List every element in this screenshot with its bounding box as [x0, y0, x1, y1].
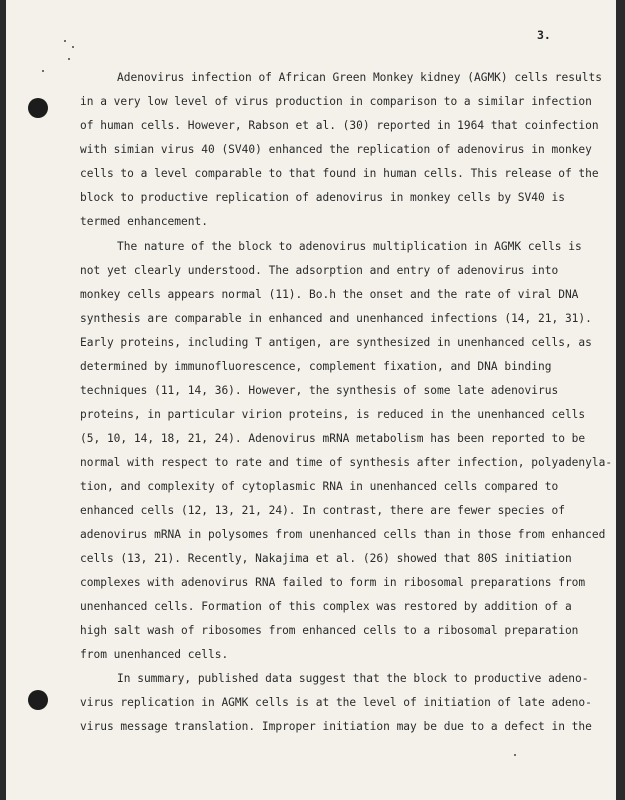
text-line: (5, 10, 14, 18, 21, 24). Adenovirus mRNA metabolism has been reported to be	[80, 432, 586, 445]
text-line: with simian virus 40 (SV40) enhanced the replication of adenovirus in monkey	[80, 143, 592, 156]
text-line: monkey cells appears normal (11). Bo.h the onset and the rate of viral DNA	[80, 288, 579, 301]
text-line: virus replication in AGMK cells is at the level of initiation of late adeno-	[80, 696, 592, 709]
punch-hole-bottom	[28, 690, 48, 710]
speck	[514, 754, 516, 756]
document-page	[6, 0, 616, 800]
speck	[64, 40, 66, 42]
text-line: high salt wash of ribosomes from enhanced cells to a ribosomal preparation	[80, 624, 579, 637]
text-line: not yet clearly understood. The adsorption and entry of adenovirus into	[80, 264, 559, 277]
text-line: block to productive replication of adenovirus in monkey cells by SV40 is	[80, 191, 565, 204]
text-line: normal with respect to rate and time of synthesis after infection, polyadenyla-	[80, 456, 613, 469]
text-line: In summary, published data suggest that the block to productive adeno-	[117, 672, 589, 685]
text-line: techniques (11, 14, 36). However, the synthesis of some late adenovirus	[80, 384, 559, 397]
text-line: cells to a level comparable to that found in human cells. This release of the	[80, 167, 599, 180]
text-line: complexes with adenovirus RNA failed to form in ribosomal preparations from	[80, 576, 586, 589]
text-line: determined by immunofluorescence, complement fixation, and DNA binding	[80, 360, 552, 373]
speck	[68, 58, 70, 60]
text-line: from unenhanced cells.	[80, 648, 229, 661]
text-line: adenovirus mRNA in polysomes from unenhanced cells than in those from enhanced	[80, 528, 606, 541]
text-line: termed enhancement.	[80, 215, 208, 228]
punch-hole-top	[28, 98, 48, 118]
text-line: of human cells. However, Rabson et al. (30) reported in 1964 that coinfection	[80, 119, 599, 132]
speck	[72, 46, 74, 48]
text-line: cells (13, 21). Recently, Nakajima et al. (26) showed that 80S initiation	[80, 552, 572, 565]
text-line: Adenovirus infection of African Green Monkey kidney (AGMK) cells results	[117, 71, 602, 84]
text-line: proteins, in particular virion proteins, is reduced in the unenhanced cells	[80, 408, 586, 421]
text-line: in a very low level of virus production in comparison to a similar infection	[80, 95, 592, 108]
page-number: 3.	[537, 28, 551, 42]
text-line: Early proteins, including T antigen, are synthesized in unenhanced cells, as	[80, 336, 592, 349]
text-line: synthesis are comparable in enhanced and unenhanced infections (14, 21, 31).	[80, 312, 592, 325]
text-line: tion, and complexity of cytoplasmic RNA in unenhanced cells compared to	[80, 480, 559, 493]
text-line: The nature of the block to adenovirus multiplication in AGMK cells is	[117, 240, 582, 253]
text-line: enhanced cells (12, 13, 21, 24). In contrast, there are fewer species of	[80, 504, 565, 517]
text-line: virus message translation. Improper initiation may be due to a defect in the	[80, 720, 592, 733]
text-line: unenhanced cells. Formation of this complex was restored by addition of a	[80, 600, 572, 613]
speck	[42, 70, 44, 72]
